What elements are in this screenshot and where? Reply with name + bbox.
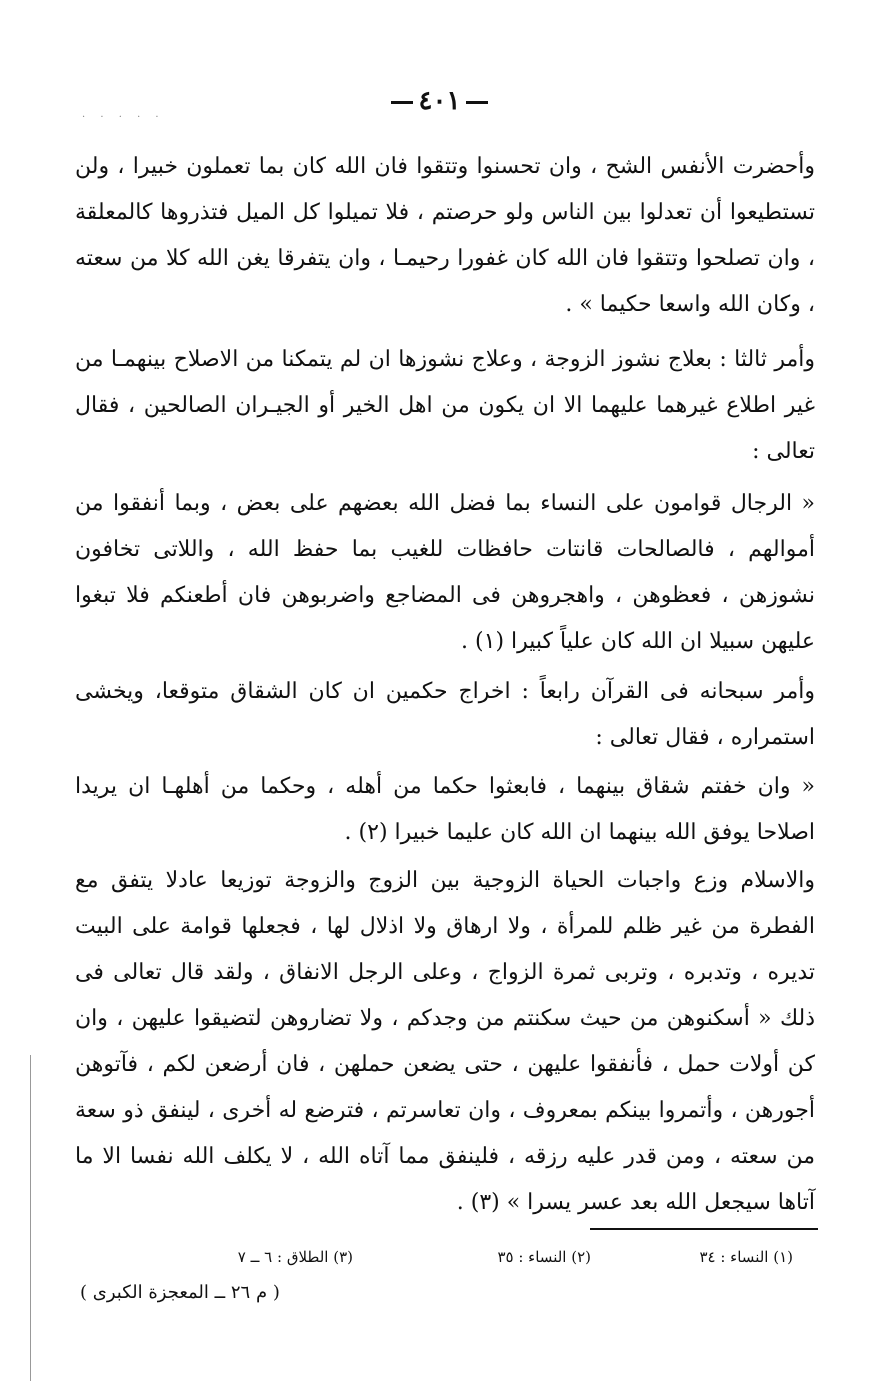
page-number-dash-left xyxy=(391,101,413,104)
paragraph-5: « وان خفتم شقاق بينهما ، فابعثوا حكما من أهله ، وحكما من أهلهـا ان يريدا اصلاحا يوفق الله بينهما ان الله كان عليما خبيرا (٢) . xyxy=(75,774,815,845)
page-number-value: ٤٠١ xyxy=(418,86,461,116)
page-number xyxy=(0,86,879,116)
page-edge-line xyxy=(30,1055,31,1381)
page-number-dash-right xyxy=(466,101,488,104)
footnote-3: (٣) الطلاق : ٦ ــ ٧ xyxy=(237,1248,353,1266)
footnote-1: (١) النساء : ٣٤ xyxy=(699,1248,793,1266)
footnote-2: (٢) النساء : ٣٥ xyxy=(497,1248,591,1266)
signature-mark: ( م ٢٦ ــ المعجزة الكبرى ) xyxy=(80,1282,280,1303)
paragraph-3: « الرجال قوامون على النساء بما فضل الله بعضهم على بعض ، وبما أنفقوا من أموالهم ، فالصالحات قانتات حافظات للغيب بما حفظ الله ، واللاتى تخافون نشوزهن ، فعظوهن ، واهجروهن فى المضاجع واضربوهن فان أطعنكم فلا تبغوا عليهن سبيلا ان الله كان علياً كبيرا (١) . xyxy=(75,491,815,654)
paragraph-1: وأحضرت الأنفس الشح ، وان تحسنوا وتتقوا فان الله كان بما تعملون خبيرا ، ولن تستطيعوا أن تعدلوا بين الناس ولو حرصتم ، فلا تميلوا كل الميل فتذروها كالمعلقة ، وان تصلحوا وتتقوا فان الله كان غفورا رحيمـا ، وان يتفرقا يغن الله كلا من سعته ، وكان الله واسعا حكيما » . xyxy=(75,154,815,317)
footnote-separator xyxy=(590,1228,818,1230)
scan-specks: · · · · · xyxy=(82,112,165,123)
paragraph-6: والاسلام وزع واجبات الحياة الزوجية بين الزوج والزوجة توزيعا عادلا يتفق مع الفطرة من غير ظلم للمرأة ، ولا ارهاق ولا اذلال لها ، فجعلها قوامة على البيت تديره ، وتدبره ، وتربى ثمرة الزواج ، وعلى الرجل الانفاق ، ولقد قال تعالى فى ذلك « أسكنوهن من حيث سكنتم من وجدكم ، ولا تضاروهن لتضيقوا عليهن ، وان كن أولات حمل ، فأنفقوا عليهن ، حتى يضعن حملهن ، فان أرضعن لكم ، فآتوهن أجورهن ، وأتمروا بينكم بمعروف ، وان تعاسرتم ، فترضع له أخرى ، لينفق ذو سعة من سعته ، ومن قدر عليه رزقه ، فلينفق مما آتاه الله ، لا يكلف الله نفسا الا ما آتاها سيجعل الله بعد عسر يسرا » (٣) . xyxy=(75,868,815,1215)
paragraph-2: وأمر ثالثا : بعلاج نشوز الزوجة ، وعلاج نشوزها ان لم يتمكنا من الاصلاح بينهمـا من غير اطلاع غيرهما عليهما الا ان يكون من اهل الخير أو الجيـران الصالحين ، فقال تعالى : xyxy=(75,347,815,464)
paragraph-4: وأمر سبحانه فى القرآن رابعاً : اخراج حكمين ان كان الشقاق متوقعا، ويخشى استمراره ، فقال تعالى : xyxy=(75,679,815,750)
